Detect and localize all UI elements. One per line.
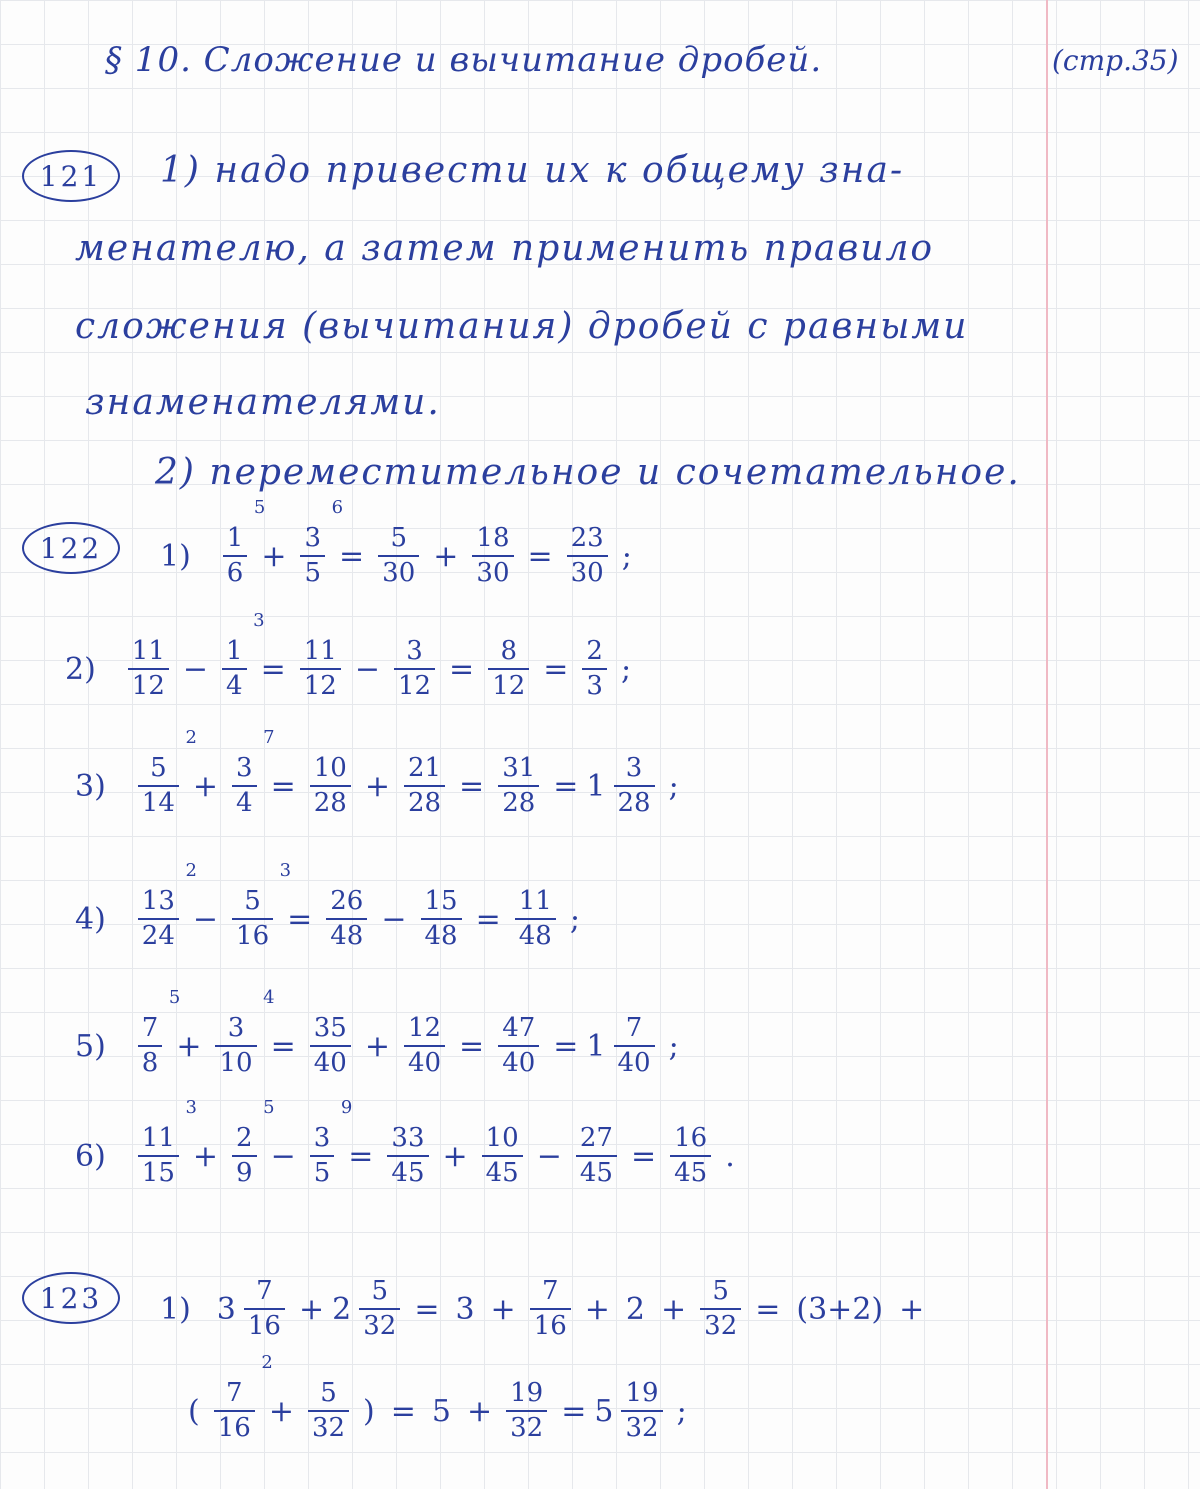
numerator: 7 — [541, 1276, 559, 1306]
fraction — [378, 525, 419, 588]
numerator: 1 — [226, 523, 244, 553]
denominator: 32 — [704, 1311, 738, 1342]
fraction — [223, 497, 266, 589]
denominator: 10 — [219, 1048, 253, 1079]
operator: = — [459, 768, 485, 804]
operator: . — [725, 1138, 735, 1174]
denominator: 32 — [311, 1413, 346, 1444]
fraction-bar — [614, 1045, 655, 1047]
denominator: 16 — [217, 1413, 251, 1444]
operator: ; — [676, 1393, 687, 1429]
extra-multiplier: 5 — [263, 1097, 275, 1118]
denominator: 28 — [502, 788, 536, 819]
numerator: 31 — [502, 753, 536, 783]
operator: = — [630, 1138, 657, 1174]
denominator: 28 — [313, 788, 347, 819]
operator: + — [364, 768, 390, 804]
numerator: 7 — [141, 1013, 159, 1043]
operator: = — [270, 1028, 296, 1064]
operator: + — [584, 1291, 610, 1327]
denominator: 3 — [586, 671, 603, 702]
operator: + — [490, 1291, 516, 1327]
fraction — [506, 1380, 547, 1443]
operator: = — [755, 1291, 781, 1327]
fraction-bar — [326, 918, 367, 920]
ex122-equation-4 — [75, 860, 588, 952]
ex123-equation-1 — [160, 1278, 932, 1341]
fraction — [232, 860, 292, 952]
exercise-number-122: 122 — [22, 522, 120, 574]
numerator: 11 — [141, 1123, 175, 1153]
denominator: 14 — [141, 788, 175, 819]
exercise-number-123: 123 — [22, 1272, 120, 1324]
whole-part: 1 — [586, 768, 606, 804]
fraction — [359, 1278, 400, 1341]
fraction-bar — [138, 1045, 163, 1047]
fraction — [582, 638, 607, 701]
fraction-bar — [300, 668, 341, 670]
operator: ; — [620, 651, 632, 687]
page-reference: (стр.35) — [1052, 44, 1179, 77]
numerator: 47 — [502, 1013, 536, 1043]
extra-multiplier: 5 — [168, 987, 181, 1008]
denominator: 40 — [407, 1048, 442, 1079]
numerator: 19 — [510, 1378, 544, 1408]
operator: = — [260, 651, 286, 687]
item-label: 3) — [75, 768, 106, 804]
fraction-bar — [498, 785, 539, 787]
fraction — [670, 1125, 711, 1188]
denominator: 30 — [476, 558, 510, 589]
fraction-bar — [232, 918, 273, 920]
denominator: 32 — [363, 1311, 397, 1342]
item-label: 6) — [75, 1138, 106, 1174]
numerator: 33 — [391, 1123, 425, 1153]
operator: = — [527, 538, 553, 574]
operator: − — [536, 1138, 562, 1174]
fraction-bar — [310, 1045, 351, 1047]
numerator: 5 — [150, 753, 167, 783]
operator: 5 — [431, 1393, 451, 1429]
denominator: 30 — [382, 558, 416, 589]
fraction — [498, 1015, 539, 1078]
operator: = — [414, 1291, 440, 1327]
operator: 3 — [455, 1291, 475, 1327]
operator: + — [176, 1028, 202, 1064]
ex121-line-3: сложения (вычитания) дробей с равными — [75, 306, 969, 347]
operator: + — [364, 1028, 390, 1064]
denominator: 8 — [141, 1048, 159, 1079]
operator: ) — [363, 1393, 375, 1429]
fraction — [614, 755, 655, 818]
fraction — [394, 638, 435, 701]
denominator: 30 — [570, 558, 604, 589]
fraction-bar — [138, 1155, 179, 1157]
operator: ; — [668, 1028, 679, 1064]
fraction-bar — [530, 1308, 571, 1310]
fraction — [530, 1278, 571, 1341]
fraction-bar — [421, 918, 462, 920]
numerator: 7 — [625, 1013, 643, 1043]
fraction — [515, 888, 556, 951]
fraction-bar — [506, 1410, 547, 1412]
denominator: 45 — [579, 1158, 613, 1189]
fraction-bar — [567, 555, 608, 557]
fraction — [222, 610, 265, 702]
operator: + — [467, 1393, 493, 1429]
operator: ; — [668, 768, 679, 804]
operator: + — [433, 538, 459, 574]
numerator: 19 — [625, 1378, 659, 1408]
numerator: 23 — [570, 523, 604, 553]
operator: (3+2) — [796, 1291, 884, 1327]
operator: = — [270, 768, 296, 804]
fraction — [700, 1278, 741, 1341]
fraction — [214, 1352, 273, 1444]
denominator: 5 — [304, 558, 322, 589]
denominator: 12 — [397, 671, 432, 702]
denominator: 12 — [131, 671, 165, 702]
denominator: 5 — [313, 1158, 331, 1189]
fraction-bar — [222, 668, 247, 670]
fraction — [232, 1097, 275, 1189]
fraction — [300, 638, 341, 701]
numerator: 13 — [141, 886, 175, 916]
ex122-equation-1 — [160, 497, 640, 589]
numerator: 18 — [476, 523, 510, 553]
fraction — [498, 755, 539, 818]
extra-multiplier: 3 — [253, 610, 265, 631]
fraction — [387, 1125, 428, 1188]
numerator: 16 — [674, 1123, 708, 1153]
denominator: 45 — [485, 1158, 519, 1189]
numerator: 7 — [225, 1378, 243, 1408]
notebook-margin-line — [1046, 0, 1048, 1489]
fraction-bar — [128, 668, 169, 670]
numerator: 10 — [485, 1123, 519, 1153]
fraction — [421, 888, 462, 951]
numerator: 5 — [320, 1378, 337, 1408]
numerator: 27 — [579, 1123, 613, 1153]
numerator: 11 — [131, 636, 165, 666]
fraction — [614, 1015, 655, 1078]
numerator: 12 — [407, 1013, 442, 1043]
extra-multiplier: 9 — [340, 1097, 353, 1118]
numerator: 3 — [236, 753, 253, 783]
operator: = — [390, 1393, 416, 1429]
whole-part: 2 — [332, 1291, 352, 1327]
numerator: 5 — [244, 886, 261, 916]
operator: = — [475, 901, 501, 937]
extra-multiplier: 2 — [185, 727, 197, 748]
numerator: 5 — [390, 523, 407, 553]
fraction-bar — [223, 555, 248, 557]
extra-multiplier: 3 — [279, 860, 292, 881]
fraction-bar — [244, 1308, 285, 1310]
ex122-equation-3 — [75, 727, 687, 819]
operator: + — [192, 1138, 219, 1174]
operator: + — [661, 1291, 687, 1327]
operator: − — [270, 1138, 296, 1174]
operator: = — [449, 651, 475, 687]
fraction — [215, 987, 275, 1079]
operator: ( — [188, 1393, 200, 1429]
numerator: 26 — [330, 886, 364, 916]
fraction-bar — [378, 555, 419, 557]
numerator: 11 — [303, 636, 337, 666]
ex121-line-4: знаменателями. — [85, 382, 441, 423]
fraction — [310, 1015, 351, 1078]
denominator: 12 — [303, 671, 337, 702]
ex122-equation-6 — [75, 1097, 743, 1189]
whole-part: 1 — [586, 1028, 606, 1064]
fraction — [128, 638, 169, 701]
ex122-equation-5 — [75, 987, 687, 1079]
operator: = — [348, 1138, 374, 1174]
fraction — [138, 727, 197, 819]
numerator: 15 — [424, 886, 458, 916]
operator: + — [192, 768, 219, 804]
fraction — [404, 755, 445, 818]
denominator: 48 — [424, 921, 458, 952]
numerator: 35 — [313, 1013, 347, 1043]
numerator: 10 — [313, 753, 347, 783]
fraction-bar — [670, 1155, 711, 1157]
denominator: 16 — [236, 921, 270, 952]
operator: = — [339, 538, 365, 574]
numerator: 3 — [227, 1013, 245, 1043]
section-title: § 10. Сложение и вычитание дробей. — [105, 40, 823, 80]
numerator: 8 — [500, 636, 517, 666]
numerator: 7 — [256, 1276, 273, 1306]
denominator: 4 — [236, 788, 253, 819]
fraction — [138, 860, 197, 952]
denominator: 28 — [617, 788, 651, 819]
denominator: 28 — [407, 788, 442, 819]
operator: + — [261, 538, 287, 574]
fraction — [472, 525, 513, 588]
operator: 2 — [625, 1291, 646, 1327]
numerator: 21 — [407, 753, 442, 783]
item-label: 2) — [65, 651, 96, 687]
fraction — [488, 638, 529, 701]
operator: − — [182, 651, 209, 687]
denominator: 24 — [141, 921, 175, 952]
operator: = — [459, 1028, 485, 1064]
fraction-bar — [310, 1155, 335, 1157]
extra-multiplier: 4 — [263, 987, 275, 1008]
operator: = — [561, 1393, 587, 1429]
numerator: 3 — [304, 523, 322, 553]
denominator: 45 — [674, 1158, 708, 1189]
denominator: 40 — [313, 1048, 347, 1079]
denominator: 16 — [533, 1311, 567, 1342]
extra-multiplier: 6 — [331, 497, 344, 518]
whole-part: 3 — [216, 1291, 236, 1327]
operator: + — [268, 1393, 294, 1429]
item-label: 1) — [160, 538, 191, 574]
extra-multiplier: 5 — [253, 497, 266, 518]
fraction — [404, 1015, 445, 1078]
item-label: 5) — [75, 1028, 106, 1064]
fraction-bar — [621, 1410, 662, 1412]
ex121-answer-2: 2) переместительное и сочетательное. — [155, 452, 1021, 493]
fraction-bar — [138, 918, 179, 920]
fraction — [567, 525, 608, 588]
fraction-bar — [515, 918, 556, 920]
fraction — [138, 1097, 197, 1189]
denominator: 16 — [247, 1311, 281, 1342]
fraction-bar — [488, 668, 529, 670]
numerator: 3 — [625, 753, 643, 783]
fraction-bar — [498, 1045, 539, 1047]
fraction-bar — [472, 555, 513, 557]
denominator: 12 — [492, 671, 526, 702]
operator: = — [553, 768, 579, 804]
fraction-bar — [308, 1410, 349, 1412]
fraction-bar — [310, 785, 351, 787]
fraction-bar — [576, 1155, 617, 1157]
denominator: 40 — [617, 1048, 651, 1079]
denominator: 45 — [391, 1158, 425, 1189]
operator: − — [381, 901, 407, 937]
fraction — [482, 1125, 523, 1188]
operator: + — [899, 1291, 925, 1327]
fraction-bar — [482, 1155, 523, 1157]
whole-part: 5 — [594, 1393, 614, 1429]
extra-multiplier: 7 — [263, 727, 275, 748]
numerator: 5 — [712, 1276, 729, 1306]
numerator: 2 — [586, 636, 603, 666]
extra-multiplier: 2 — [185, 860, 197, 881]
fraction-bar — [232, 1155, 257, 1157]
fraction-bar — [404, 785, 445, 787]
fraction-bar — [394, 668, 435, 670]
operator: − — [192, 901, 219, 937]
operator: ; — [569, 901, 580, 937]
fraction — [138, 987, 181, 1079]
fraction-bar — [387, 1155, 428, 1157]
ex123-equation-1-continued — [180, 1352, 695, 1444]
fraction — [621, 1380, 662, 1443]
fraction-bar — [404, 1045, 445, 1047]
denominator: 48 — [330, 921, 364, 952]
operator: ; — [621, 538, 632, 574]
ex122-equation-2 — [65, 610, 639, 702]
fraction-bar — [215, 1045, 256, 1047]
item-label: 1) — [160, 1291, 191, 1327]
denominator: 32 — [625, 1413, 659, 1444]
operator: = — [543, 651, 569, 687]
fraction — [308, 1380, 349, 1443]
fraction — [310, 755, 351, 818]
fraction-bar — [214, 1410, 255, 1412]
operator: − — [354, 651, 380, 687]
fraction — [310, 1097, 353, 1189]
exercise-number-121: 121 — [22, 150, 120, 202]
ex121-line-1: 1) надо привести их к общему зна- — [160, 150, 905, 191]
denominator: 32 — [510, 1413, 544, 1444]
fraction-bar — [359, 1308, 400, 1310]
extra-multiplier: 2 — [261, 1352, 273, 1373]
numerator: 2 — [236, 1123, 253, 1153]
fraction-bar — [138, 785, 179, 787]
denominator: 15 — [141, 1158, 175, 1189]
item-label: 4) — [75, 901, 106, 937]
denominator: 40 — [502, 1048, 536, 1079]
denominator: 6 — [226, 558, 244, 589]
fraction-bar — [300, 555, 325, 557]
operator: + — [298, 1291, 325, 1327]
operator: = — [287, 901, 313, 937]
fraction — [244, 1278, 285, 1341]
numerator: 3 — [406, 636, 423, 666]
denominator: 9 — [236, 1158, 253, 1189]
extra-multiplier: 3 — [185, 1097, 197, 1118]
fraction — [326, 888, 367, 951]
fraction — [300, 497, 344, 589]
fraction-bar — [614, 785, 655, 787]
denominator: 48 — [518, 921, 552, 952]
denominator: 4 — [226, 671, 243, 702]
fraction — [576, 1125, 617, 1188]
fraction-bar — [700, 1308, 741, 1310]
ex121-line-2: менателю, а затем применить правило — [75, 228, 935, 269]
numerator: 1 — [226, 636, 243, 666]
operator: = — [553, 1028, 579, 1064]
fraction-bar — [232, 785, 257, 787]
numerator: 11 — [518, 886, 552, 916]
numerator: 5 — [371, 1276, 389, 1306]
fraction — [232, 727, 275, 819]
numerator: 3 — [313, 1123, 331, 1153]
operator: + — [442, 1138, 468, 1174]
fraction-bar — [582, 668, 607, 670]
